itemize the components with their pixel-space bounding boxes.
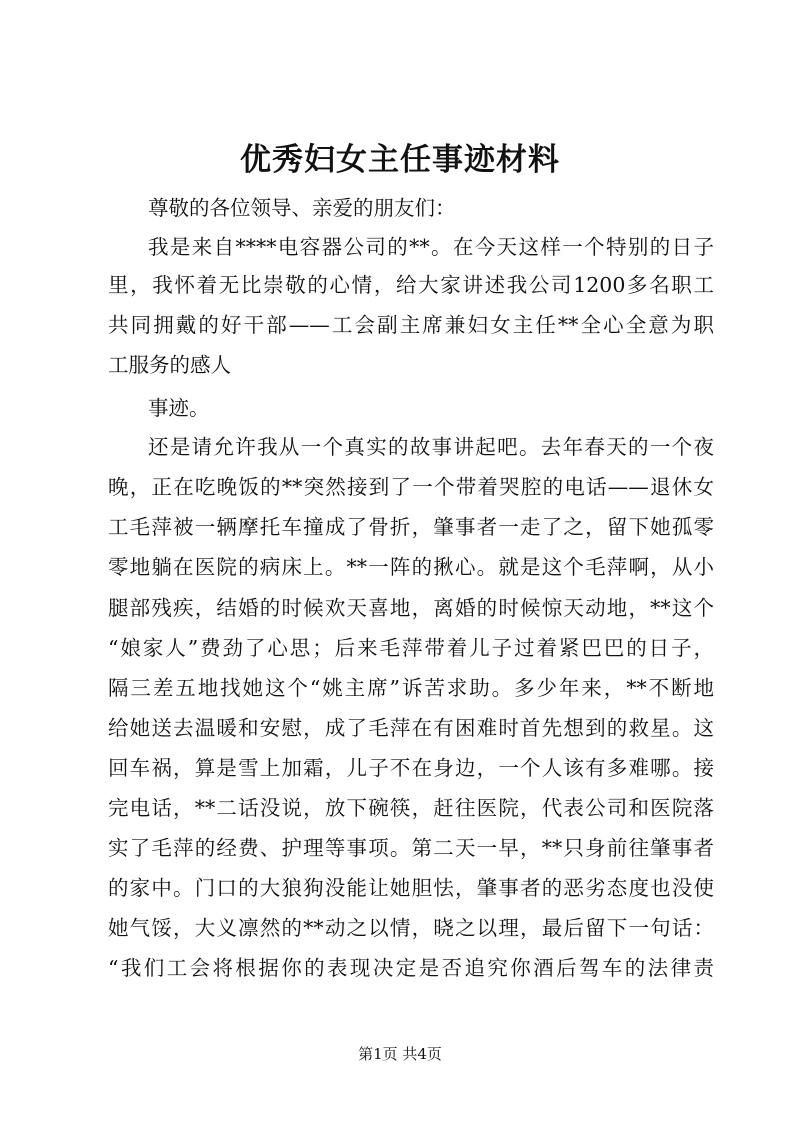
paragraph-line: 还是请允许我从一个真实的故事讲起吧。去年春天的一个夜	[148, 435, 714, 459]
paragraph-line: 的家中。门口的大狼狗没能让她胆怯，肇事者的恶劣态度也没使	[108, 876, 714, 900]
paragraph-line: 我是来自****电容器公司的**。在今天这样一个特别的日子	[148, 235, 714, 259]
page-footer: 第1页 共4页	[358, 1045, 442, 1063]
salutation-line: 尊敬的各位领导、亲爱的朋友们：	[148, 196, 456, 220]
paragraph-line: 隔三差五地找她这个“姚主席”诉苦求助。多少年来，**不断地	[108, 676, 714, 700]
paragraph-line: 她气馁，大义凛然的**动之以情，晓之以理，最后留下一句话：	[108, 916, 714, 940]
document-title: 优秀妇女主任事迹材料	[240, 142, 560, 178]
paragraph-line: 给她送去温暖和安慰，成了毛萍在有困难时首先想到的救星。这	[108, 716, 714, 740]
paragraph-line: 回车祸，算是雪上加霜，儿子不在身边，一个人该有多难哪。接	[108, 756, 714, 780]
paragraph-line: 晚，正在吃晚饭的**突然接到了一个带着哭腔的电话——退休女	[108, 475, 714, 499]
paragraph-line: 腿部残疾，结婚的时候欢天喜地，离婚的时候惊天动地，**这个	[108, 596, 714, 620]
paragraph-line: 事迹。	[148, 396, 210, 420]
paragraph-line: 共同拥戴的好干部——工会副主席兼妇女主任**全心全意为职	[108, 313, 714, 337]
paragraph-line: 工毛萍被一辆摩托车撞成了骨折，肇事者一走了之，留下她孤零	[108, 515, 714, 539]
paragraph-line: 工服务的感人	[108, 353, 231, 377]
paragraph-line: “我们工会将根据你的表现决定是否追究你酒后驾车的法律责	[108, 956, 714, 980]
paragraph-line: “娘家人”费劲了心思；后来毛萍带着儿子过着紧巴巴的日子，	[108, 636, 714, 660]
paragraph-line: 完电话，**二话没说，放下碗筷，赶往医院，代表公司和医院落	[108, 796, 714, 820]
paragraph-line: 里，我怀着无比崇敬的心情，给大家讲述我公司1200多名职工	[108, 273, 714, 297]
paragraph-line: 实了毛萍的经费、护理等事项。第二天一早，**只身前往肇事者	[108, 836, 714, 860]
paragraph-line: 零地躺在医院的病床上。**一阵的揪心。就是这个毛萍啊，从小	[108, 555, 714, 579]
